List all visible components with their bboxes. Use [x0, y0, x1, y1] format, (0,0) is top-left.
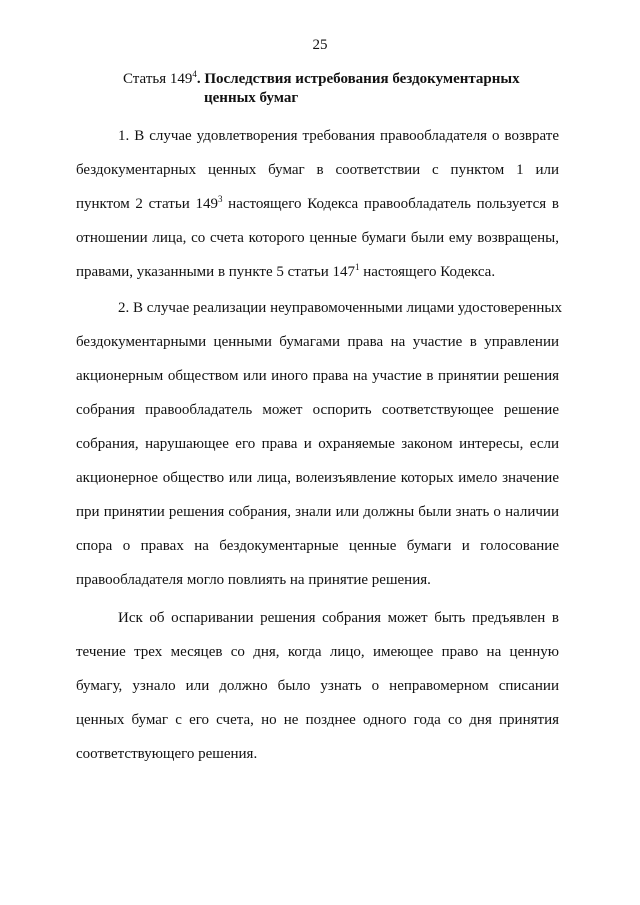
line-text: правами, указанными в пункте 5 статьи 147	[76, 264, 355, 280]
article-label: Статья 149	[123, 71, 193, 87]
paragraph-line: ценных бумаг с его счета, но не позднее одного года со дня принятия	[76, 712, 559, 728]
paragraph-line	[76, 194, 559, 214]
paragraph-line: акционерным обществом или иного права на участие в принятии решения	[76, 368, 559, 384]
superscript: 1	[354, 262, 360, 272]
paragraph-line: соответствующего решения.	[76, 746, 258, 762]
paragraph-line: акционерное общество или лица, волеизъявление которых имело значение	[76, 470, 559, 486]
paragraph-line	[76, 262, 559, 282]
paragraph-line: Иск об оспаривании решения собрания может быть предъявлен в	[118, 610, 559, 626]
paragraph-line: спора о правах на бездокументарные ценные бумаги и голосование	[76, 538, 559, 554]
article-title-line-2: ценных бумаг	[204, 90, 299, 106]
paragraph-line: при принятии решения собрания, знали или должны были знать о наличии	[76, 504, 559, 520]
article-title-line-1: . Последствия истребования бездокументарных	[196, 71, 520, 87]
paragraph-line: бумагу, узнало или должно было узнать о неправомерном списании	[76, 678, 559, 694]
paragraph-line: собрания правообладатель может оспорить соответствующее решение	[76, 402, 559, 418]
paragraph-line: 2. В случае реализации неуправомоченными лицами удостоверенных	[118, 300, 562, 316]
line-text: пунктом 2 статьи 149	[76, 196, 218, 212]
paragraph-line: собрания, нарушающее его права и охраняемые законом интересы, если	[76, 436, 559, 452]
superscript: 3	[217, 194, 223, 204]
paragraph-line: бездокументарными ценными бумагами права на участие в управлении	[76, 334, 559, 350]
paragraph-line: 1. В случае удовлетворения требования правообладателя о возврате	[118, 128, 559, 144]
article-label-superscript: 4	[192, 69, 197, 79]
paragraph-line: течение трех месяцев со дня, когда лицо, имеющее право на ценную	[76, 644, 559, 660]
paragraph-line: правообладателя могло повлиять на принятие решения.	[76, 572, 431, 588]
page-number: 25	[312, 37, 328, 53]
article-heading	[123, 70, 543, 108]
paragraph-line: отношении лица, со счета которого ценные бумаги были ему возвращены,	[76, 230, 559, 246]
line-text: настоящего Кодекса правообладатель пользуется в	[222, 196, 559, 212]
line-text: настоящего Кодекса.	[359, 264, 496, 280]
paragraph-line: бездокументарных ценных бумаг в соответствии с пунктом 1 или	[76, 162, 559, 178]
